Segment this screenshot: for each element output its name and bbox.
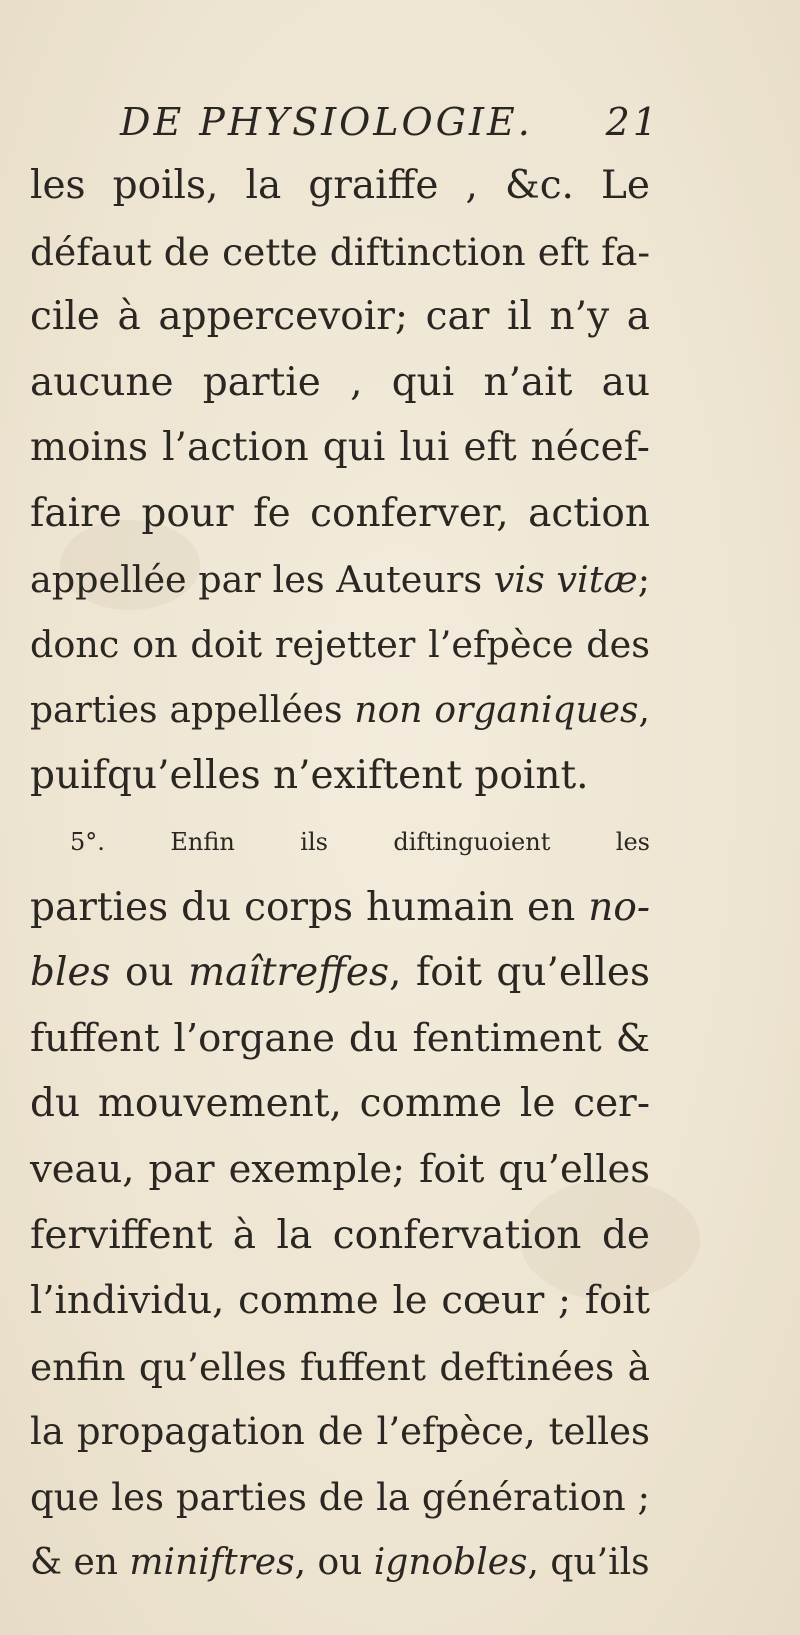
- text-segment: parties du corps humain en: [30, 884, 589, 930]
- text-line: [30, 617, 650, 683]
- text-line: [30, 1535, 650, 1601]
- text-line: [30, 1273, 650, 1339]
- text-line: [30, 1076, 650, 1142]
- text-segment: ,: [638, 689, 650, 731]
- text-line: [30, 1339, 650, 1405]
- text-segment: veau, par exemple; foit qu’elles: [30, 1146, 650, 1192]
- text-segment: 5°. Enfin ils diftinguoient les: [70, 827, 650, 856]
- italic-segment: ignobles: [373, 1542, 528, 1584]
- text-segment: & en: [30, 1542, 130, 1584]
- text-line: [30, 1011, 650, 1077]
- text-line: [30, 683, 650, 749]
- text-segment: puifqu’elles n’exiftent point.: [30, 753, 589, 799]
- text-line: [30, 748, 650, 814]
- text-segment: du mouvement, comme le cer-: [30, 1081, 650, 1127]
- text-line: [30, 814, 650, 880]
- text-segment: aucune partie , qui n’ait au: [30, 359, 650, 405]
- text-line: [30, 420, 650, 486]
- text-segment: les poils, la graiffe , &c. Le: [30, 163, 650, 208]
- text-line: [30, 1142, 650, 1208]
- italic-segment: non organiques: [354, 689, 639, 731]
- text-line: [30, 355, 650, 421]
- text-line: [30, 158, 650, 224]
- italic-segment: miniftres: [129, 1542, 295, 1584]
- text-segment: appellée par les Auteurs: [30, 557, 494, 601]
- text-line: [30, 289, 650, 355]
- text-line: [30, 1470, 650, 1536]
- text-segment: l’individu, comme le cœur ; foit: [30, 1278, 650, 1324]
- text-line: [30, 945, 650, 1011]
- text-segment: que les parties de la génération ;: [30, 1475, 650, 1519]
- text-segment: , qu’ils: [527, 1542, 650, 1584]
- italic-segment: maîtreffes: [188, 950, 389, 996]
- text-line: [30, 880, 650, 946]
- text-segment: fuffent l’organe du fentiment &: [30, 1015, 650, 1061]
- italic-segment: bles: [30, 950, 111, 996]
- text-segment: parties appellées: [30, 689, 355, 731]
- text-segment: , ou: [294, 1542, 374, 1584]
- running-title: DE PHYSIOLOGIE.: [120, 100, 533, 144]
- page-number: 21: [605, 100, 660, 144]
- text-segment: ;: [637, 557, 650, 601]
- text-line: [30, 224, 650, 290]
- text-segment: défaut de cette diftinction eft fa-: [30, 229, 650, 274]
- text-segment: ferviffent à la confervation de: [30, 1212, 650, 1258]
- text-segment: moins l’action qui lui eft nécef-: [30, 425, 650, 471]
- text-segment: enfin qu’elles fuffent deftinées à: [30, 1344, 650, 1389]
- italic-segment: vis vitæ: [493, 557, 638, 601]
- text-line: [30, 552, 650, 618]
- italic-segment: no-: [588, 884, 650, 930]
- text-line: [30, 486, 650, 552]
- text-segment: faire pour fe conferver, action: [30, 490, 650, 536]
- text-line: [30, 1208, 650, 1274]
- page-header: [120, 100, 660, 150]
- text-segment: ou: [110, 950, 189, 996]
- text-segment: donc on doit rejetter l’efpèce des: [30, 623, 650, 667]
- text-segment: cile à appercevoir; car il n’y a: [30, 294, 650, 340]
- text-segment: la propagation de l’efpèce, telles: [30, 1410, 650, 1454]
- body-text: [30, 158, 650, 1601]
- text-segment: , foit qu’elles: [388, 950, 650, 996]
- text-line: [30, 1404, 650, 1470]
